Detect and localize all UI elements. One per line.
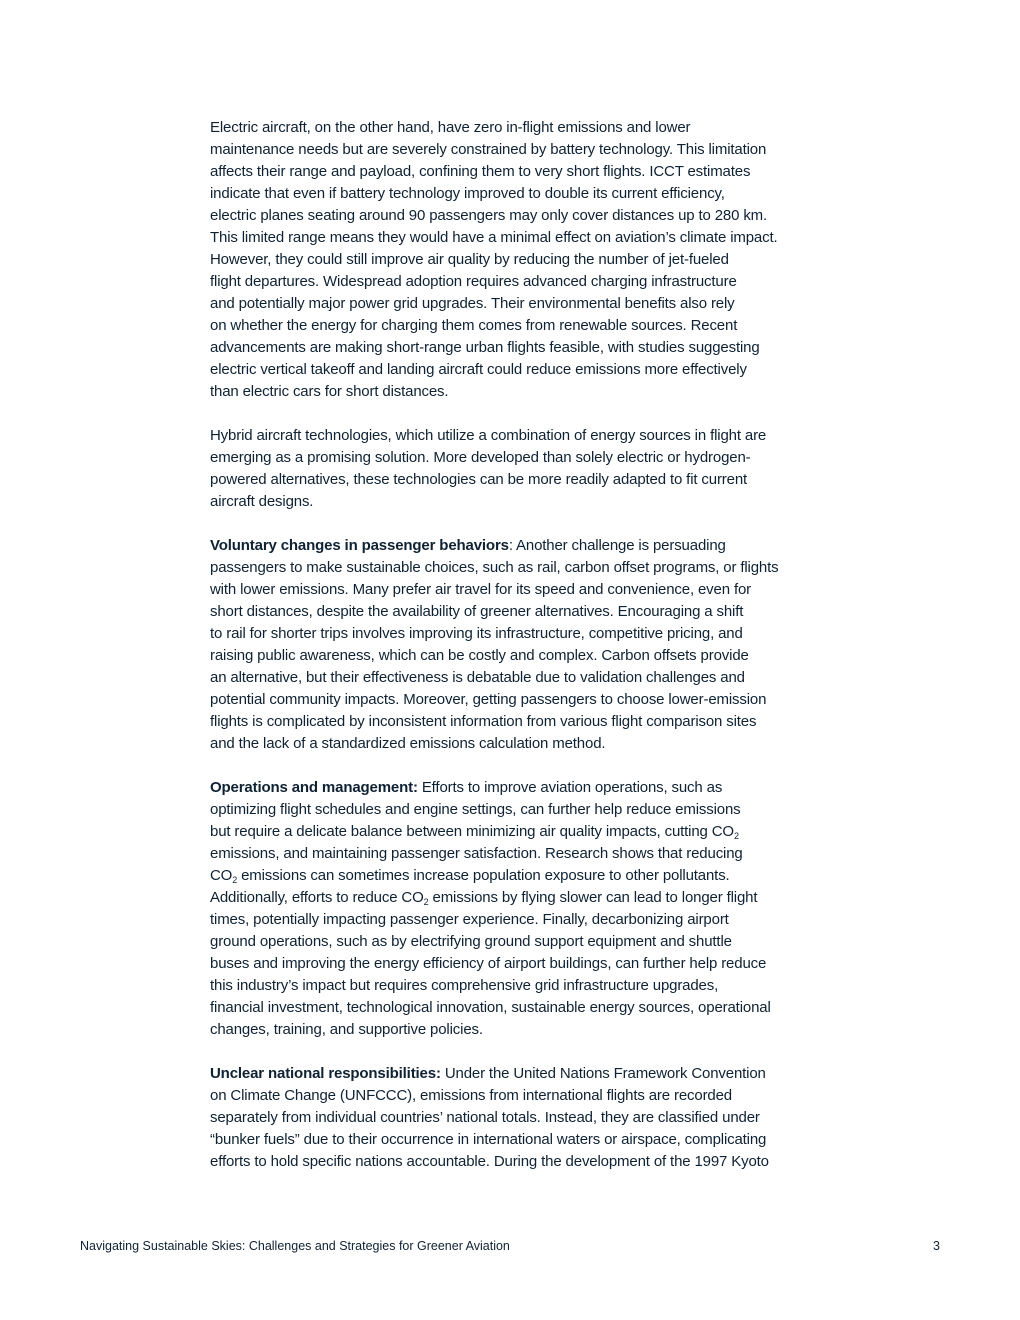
paragraph: [210, 1063, 820, 1173]
text-line: changes, training, and supportive policies.: [210, 1021, 483, 1038]
text-line: this industry’s impact but requires comprehensive grid infrastructure upgrades,: [210, 977, 719, 994]
page-footer: [80, 1239, 940, 1253]
paragraph: [210, 535, 820, 755]
text-line: on Climate Change (UNFCCC), emissions from international flights are recorded: [210, 1087, 732, 1104]
text-line: short distances, despite the availability of greener alternatives. Encouraging a shift: [210, 603, 744, 620]
footer-title: Navigating Sustainable Skies: Challenges and Strategies for Greener Aviation: [80, 1239, 510, 1253]
paragraph-lead: Voluntary changes in passenger behaviors: [210, 537, 509, 554]
page-number: 3: [933, 1239, 940, 1253]
document-body: [210, 117, 820, 1195]
paragraph-lead: Unclear national responsibilities:: [210, 1065, 441, 1082]
text-line: Electric aircraft, on the other hand, have zero in-flight emissions and lower: [210, 119, 691, 136]
text-line: raising public awareness, which can be costly and complex. Carbon offsets provide: [210, 647, 749, 664]
text-line: indicate that even if battery technology improved to double its current efficiency,: [210, 185, 725, 202]
text-line: Operations and management: Efforts to improve aviation operations, such as: [210, 779, 723, 796]
paragraph: [210, 425, 820, 513]
text-line: emissions, and maintaining passenger satisfaction. Research shows that reducing: [210, 845, 743, 862]
text-line: flights is complicated by inconsistent information from various flight comparison sites: [210, 713, 757, 730]
text-line: maintenance needs but are severely constrained by battery technology. This limitation: [210, 141, 767, 158]
text-line: This limited range means they would have a minimal effect on aviation’s climate impact.: [210, 229, 778, 246]
text-line: on whether the energy for charging them comes from renewable sources. Recent: [210, 317, 738, 334]
text-line: “bunker fuels” due to their occurrence in international waters or airspace, complicating: [210, 1131, 767, 1148]
text-line: and the lack of a standardized emissions calculation method.: [210, 735, 606, 752]
text-line: emerging as a promising solution. More developed than solely electric or hydrogen-: [210, 449, 751, 466]
text-line: ground operations, such as by electrifying ground support equipment and shuttle: [210, 933, 732, 950]
text-line: potential community impacts. Moreover, getting passengers to choose lower-emission: [210, 691, 767, 708]
text-line: advancements are making short-range urban flights feasible, with studies suggesting: [210, 339, 760, 356]
text-line: Hybrid aircraft technologies, which utilize a combination of energy sources in flight are: [210, 427, 767, 444]
text-line: times, potentially impacting passenger experience. Finally, decarbonizing airport: [210, 911, 729, 928]
text-line: electric vertical takeoff and landing aircraft could reduce emissions more effectively: [210, 361, 747, 378]
text-line: separately from individual countries’ national totals. Instead, they are classified under: [210, 1109, 760, 1126]
text-line: an alternative, but their effectiveness is debatable due to validation challenges and: [210, 669, 745, 686]
text-line: powered alternatives, these technologies can be more readily adapted to fit current: [210, 471, 748, 488]
text-line: affects their range and payload, confining them to very short flights. ICCT estimates: [210, 163, 751, 180]
paragraph-lead: Operations and management:: [210, 779, 418, 796]
text-line: electric planes seating around 90 passengers may only cover distances up to 280 km.: [210, 207, 768, 224]
text-line: and potentially major power grid upgrades. Their environmental benefits also rely: [210, 295, 735, 312]
text-line: but require a delicate balance between minimizing air quality impacts, cutting $CO_2$: [210, 823, 739, 841]
text-line: efforts to hold specific nations accountable. During the development of the 1997 Kyoto: [210, 1153, 769, 1170]
text-line: Voluntary changes in passenger behaviors: Another challenge is persuading: [210, 537, 726, 554]
text-line: than electric cars for short distances.: [210, 383, 449, 400]
text-line: financial investment, technological innovation, sustainable energy sources, operational: [210, 999, 771, 1016]
text-line: optimizing flight schedules and engine settings, can further help reduce emissions: [210, 801, 741, 818]
text-line: Unclear national responsibilities: Under the United Nations Framework Convention: [210, 1065, 766, 1082]
text-line: Additionally, efforts to reduce $CO_2$ emissions by flying slower can lead to longer flight: [210, 889, 758, 907]
text-line: to rail for shorter trips involves improving its infrastructure, competitive pricing, and: [210, 625, 743, 642]
paragraph: [210, 777, 820, 1041]
text-line: aircraft designs.: [210, 493, 314, 510]
text-line: with lower emissions. Many prefer air travel for its speed and convenience, even for: [210, 581, 751, 598]
text-line: $CO_2$ emissions can sometimes increase population exposure to other pollutants.: [210, 867, 730, 885]
text-line: However, they could still improve air quality by reducing the number of jet-fueled: [210, 251, 729, 268]
text-line: buses and improving the energy efficiency of airport buildings, can further help reduce: [210, 955, 767, 972]
text-line: flight departures. Widespread adoption requires advanced charging infrastructure: [210, 273, 737, 290]
text-line: passengers to make sustainable choices, such as rail, carbon offset programs, or flights: [210, 559, 779, 576]
paragraph: [210, 117, 820, 403]
